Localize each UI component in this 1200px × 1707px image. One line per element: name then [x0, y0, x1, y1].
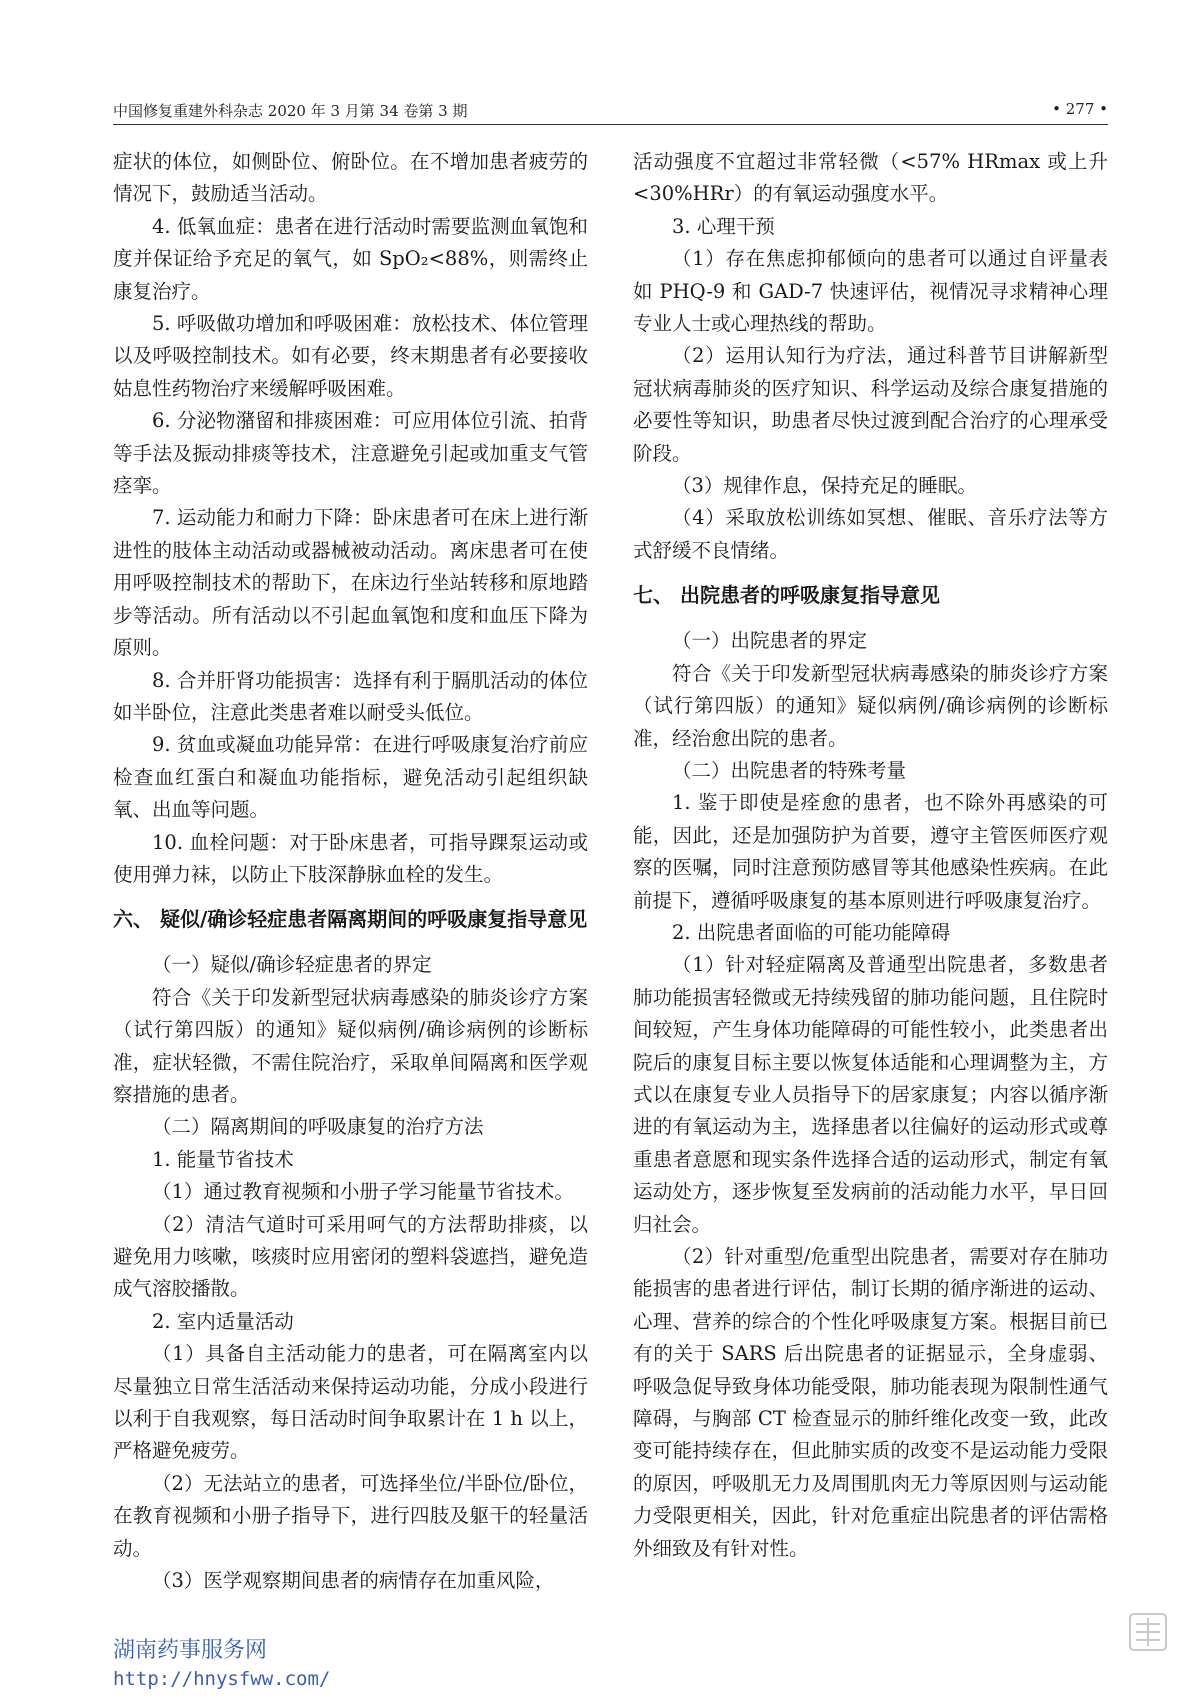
body-paragraph: （1）针对轻症隔离及普通型出院患者，多数患者肺功能损害轻微或无持续残留的肺功能问题，且住院时间较短，产生身体功能障碍的可能性较小，此类患者出院后的康复目标主要以恢复体适能和心理调整为主，方式以在康复专业人员指导下的居家康复；内容以循序渐进的有氧运动为主，选择患者以往偏好的运动形式或尊重患者意愿和现实条件选择合适的运动形式，制定有氧运动处方，逐步恢复至发病前的活动能力水平，早日回归社会。	[633, 953, 1108, 1236]
body-paragraph: （3）规律作息，保持充足的睡眠。	[672, 474, 977, 498]
body-paragraph: （3）医学观察期间患者的病情存在加重风险，	[152, 1569, 555, 1593]
body-paragraph: （一）出院患者的界定	[672, 629, 868, 653]
page-number: • 277 •	[1052, 100, 1108, 118]
body-paragraph: （2）运用认知行为疗法，通过科普节目讲解新型冠状病毒肺炎的医疗知识、科学运动及综合康复措施的必要性等知识，助患者尽快过渡到配合治疗的心理承受阶段。	[633, 344, 1108, 465]
body-paragraph: 1. 能量节省技术	[152, 1147, 294, 1171]
body-paragraph: 2. 出院患者面临的可能功能障碍	[672, 920, 951, 944]
body-paragraph: （2）无法站立的患者，可选择坐位/半卧位/卧位，在教育视频和小册子指导下，进行四肢及躯干的轻量活动。	[113, 1471, 588, 1560]
body-paragraph: 活动强度不宜超过非常轻微（<57% HRmax 或上升<30%HRr）的有氧运动强度水平。	[633, 150, 1108, 206]
body-paragraph: （一）疑似/确诊轻症患者的界定	[152, 953, 432, 977]
watermark-site-url: http://hnysfww.com/	[113, 1668, 331, 1690]
section-heading: 六、 疑似/确诊轻症患者隔离期间的呼吸康复指导意见	[113, 907, 588, 932]
body-paragraph: （2）针对重型/危重型出院患者，需要对存在肺功能损害的患者进行评估，制订长期的循序渐进的运动、心理、营养的综合的个性化呼吸康复方案。根据目前已有的关于 SARS 后出院患者的证据显示，全身虚弱、呼吸急促导致身体功能受限，肺功能表现为限制性通气障碍，与胸部 CT 检查显示的肺纤维化改变一致，此改变可能持续存在，但此肺实质的改变不是运动能力受限的原因，呼吸肌无力及周围肌肉无力等原因则与运动能力受限更相关，因此，针对危重症出院患者的评估需格外细致及有针对性。	[633, 1245, 1108, 1560]
body-paragraph: 符合《关于印发新型冠状病毒感染的肺炎诊疗方案（试行第四版）的通知》疑似病例/确诊病例的诊断标准，经治愈出院的患者。	[633, 661, 1108, 750]
right-column	[633, 146, 1108, 1565]
body-paragraph: （二）隔离期间的呼吸康复的治疗方法	[152, 1115, 484, 1139]
journal-title: 中国修复重建外科杂志 2020 年 3 月第 34 卷第 3 期	[113, 102, 468, 120]
body-paragraph: 2. 室内适量活动	[152, 1309, 294, 1333]
body-paragraph: 10. 血栓问题：对于卧床患者，可指导踝泵运动或使用弹力袜，以防止下肢深静脉血栓的发生。	[113, 830, 588, 886]
watermark-footer	[113, 1637, 330, 1693]
body-paragraph: （4）采取放松训练如冥想、催眠、音乐疗法等方式舒缓不良情绪。	[633, 506, 1108, 562]
watermark-site-name: 湖南药事服务网	[113, 1638, 268, 1663]
body-paragraph: 3. 心理干预	[672, 214, 775, 238]
body-paragraph: 4. 低氧血症：患者在进行活动时需要监测血氧饱和度并保证给予充足的氧气，如 SpO₂<88%，则需终止康复治疗。	[113, 214, 588, 303]
body-paragraph: （二）出院患者的特殊考量	[672, 758, 907, 782]
body-paragraph: 9. 贫血或凝血功能异常：在进行呼吸康复治疗前应检查血红蛋白和凝血功能指标，避免活动引起组织缺氧、出血等问题。	[113, 733, 588, 822]
body-paragraph: （2）清洁气道时可采用呵气的方法帮助排痰，以避免用力咳嗽，咳痰时应用密闭的塑料袋遮挡，避免造成气溶胶播散。	[113, 1212, 588, 1301]
section-heading: 七、 出院患者的呼吸康复指导意见	[633, 583, 940, 608]
left-column	[113, 146, 588, 1597]
body-paragraph: 6. 分泌物潴留和排痰困难：可应用体位引流、拍背等手法及振动排痰等技术，注意避免引起或加重支气管痉挛。	[113, 409, 588, 498]
body-paragraph: 1. 鉴于即使是痊愈的患者，也不除外再感染的可能，因此，还是加强防护为首要，遵守主管医师医疗观察的医嘱，同时注意预防感冒等其他感染性疾病。在此前提下，遵循呼吸康复的基本原则进行呼吸康复治疗。	[633, 791, 1108, 912]
header-rule	[113, 124, 1108, 125]
body-paragraph: 5. 呼吸做功增加和呼吸困难：放松技术、体位管理以及呼吸控制技术。如有必要，终末期患者有必要接收姑息性药物治疗来缓解呼吸困难。	[113, 312, 588, 400]
body-paragraph: （1）具备自主活动能力的患者，可在隔离室内以尽量独立日常生活活动来保持运动功能，分成小段进行以利于自我观察，每日活动时间争取累计在 1 h 以上，严格避免疲劳。	[113, 1342, 588, 1463]
body-paragraph: 7. 运动能力和耐力下降：卧床患者可在床上进行渐进性的肢体主动活动或器械被动活动。离床患者可在使用呼吸控制技术的帮助下，在床边行坐站转移和原地踏步等活动。所有活动以不引起血氧饱和度和血压下降为原则。	[113, 506, 588, 660]
body-paragraph: 符合《关于印发新型冠状病毒感染的肺炎诊疗方案（试行第四版）的通知》疑似病例/确诊病例的诊断标准，症状轻微，不需住院治疗，采取单间隔离和医学观察措施的患者。	[113, 985, 588, 1106]
library-stamp-icon	[1128, 1608, 1168, 1656]
body-paragraph: （1）通过教育视频和小册子学习能量节省技术。	[152, 1180, 574, 1204]
body-paragraph: 8. 合并肝肾功能损害：选择有利于膈肌活动的体位如半卧位，注意此类患者难以耐受头低位。	[113, 668, 588, 724]
body-paragraph: （1）存在焦虑抑郁倾向的患者可以通过自评量表如 PHQ-9 和 GAD-7 快速评估，视情况寻求精神心理专业人士或心理热线的帮助。	[633, 247, 1108, 336]
body-paragraph: 症状的体位，如侧卧位、俯卧位。在不增加患者疲劳的情况下，鼓励适当活动。	[113, 150, 588, 206]
